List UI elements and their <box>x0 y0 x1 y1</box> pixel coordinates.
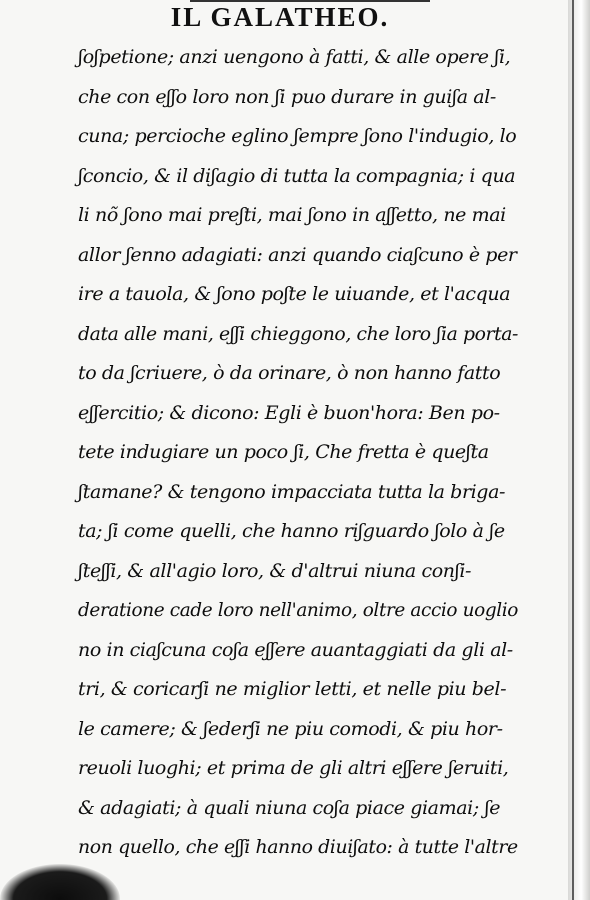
text-line: eʃʃercitio; & dicono: Egli è buon'hora: Ben po- <box>78 401 500 424</box>
text-line: li nõ ʃono mai preʃti, mai ʃono in aʃʃetto, ne mai <box>78 204 506 226</box>
text-line: data alle mani, eʃʃi chieggono, che loro ʃia porta- <box>78 322 519 345</box>
text-line: tri, & coricarʃi ne miglior letti, et nelle piu bel- <box>78 678 507 700</box>
text-line: reuoli luoghi; et prima de gli altri eʃʃere ʃeruiti, <box>78 757 509 779</box>
text-line: tete indugiare un poco ʃi, Che fretta è queʃta <box>78 441 489 463</box>
text-line: deratione cade loro nell'animo, oltre accio uoglio <box>78 599 518 621</box>
text-line: le camere; & ʃederʃi ne piu comodi, & piu hor- <box>78 717 503 740</box>
text-line: no in ciaʃcuna coʃa eʃʃere auantaggiati da gli al- <box>78 638 513 661</box>
text-line: che con eʃʃo loro non ʃi puo durare in guiʃa al- <box>78 85 496 108</box>
page-edge <box>568 0 590 900</box>
text-line: ʃteʃʃi, & all'agio loro, & d'altrui niuna conʃi- <box>78 559 472 582</box>
text-line: ʃoʃpetione; anzi uengono à fatti, & alle opere ʃi, <box>78 46 511 68</box>
text-line: & adagiati; à quali niuna coʃa piace giamai; ʃe <box>78 796 501 819</box>
page-body <box>78 38 518 868</box>
text-line: ta; ʃi come quelli, che hanno riʃguardo ʃolo à ʃe <box>78 520 505 542</box>
running-head: IL GALATHEO. <box>170 2 390 32</box>
text-line: ʃtamane? & tengono impacciata tutta la briga- <box>78 480 506 503</box>
text-line: non quello, che eʃʃi hanno diuiʃato: à tutte l'altre <box>78 836 518 858</box>
text-line: ʃconcio, & il diʃagio di tutta la compagnia; i qua <box>78 164 516 187</box>
text-line: ire a tauola, & ʃono poʃte le uiuande, et l'acqua <box>78 283 511 305</box>
text-line: to da ʃcriuere, ò da orinare, ò non hanno fatto <box>78 362 501 384</box>
ink-blot <box>0 864 120 900</box>
text-line: allor ʃenno adagiati: anzi quando ciaʃcuno è per <box>78 243 517 266</box>
text-line: cuna; percioche eglino ʃempre ʃono l'indugio, lo <box>78 125 517 147</box>
